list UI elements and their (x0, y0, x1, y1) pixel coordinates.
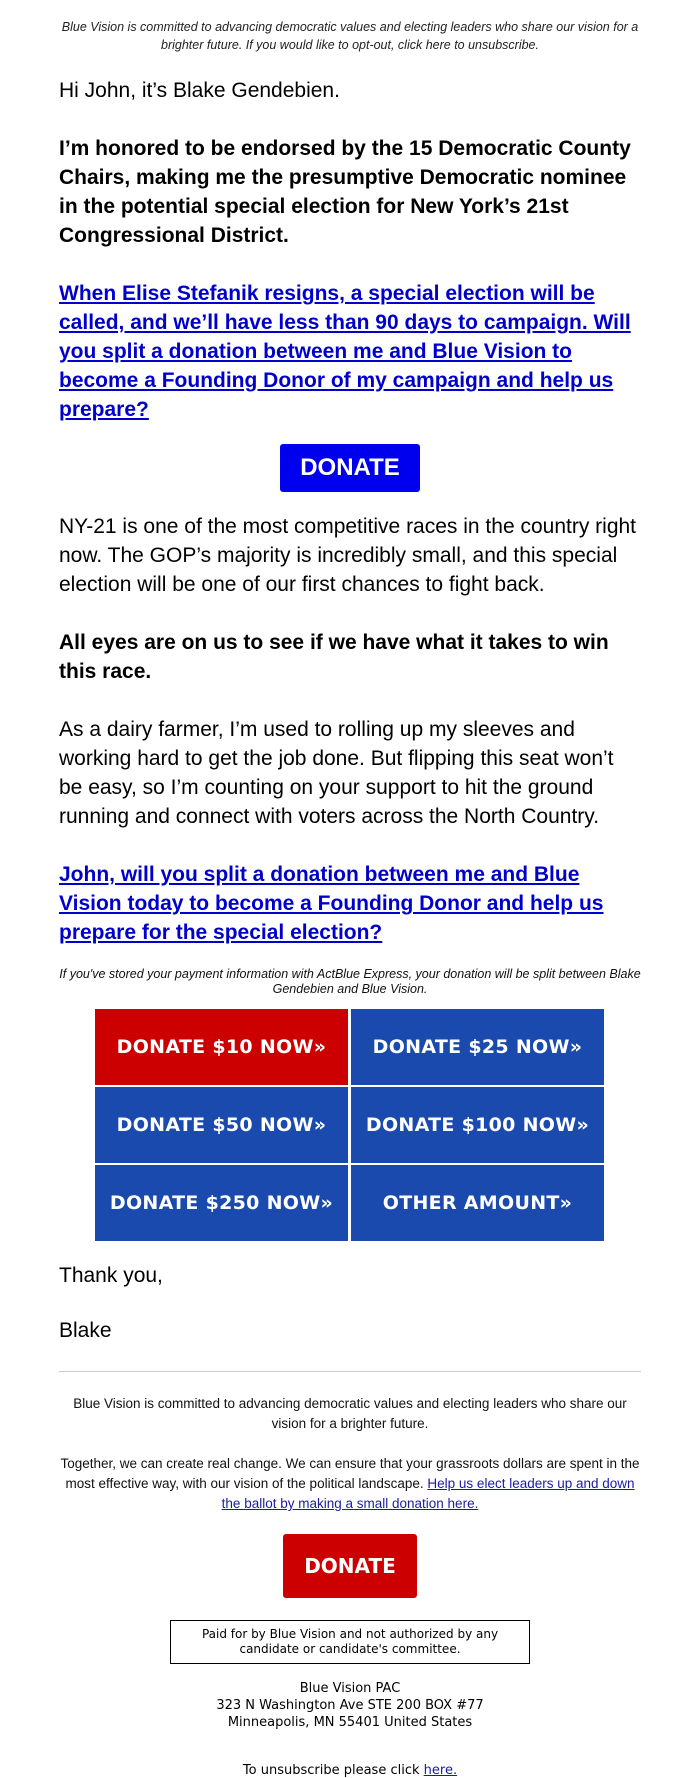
donate-10-button[interactable]: DONATE $10 NOW» (95, 1009, 348, 1085)
cta-link-founding-donor[interactable]: John, will you split a donation between me and Blue Vision today to become a Founding Donor and help us prepare for the special election? (59, 863, 604, 944)
preheader-text: Blue Vision is committed to advancing democratic values and electing leaders who share our vision for a brighter future. If you would like to opt-out, click here to unsubscribe. (61, 20, 639, 52)
address-line-street: 323 N Washington Ave STE 200 BOX #77 (216, 1698, 484, 1713)
footer-donate-wrap (59, 1534, 641, 1598)
dairy-farmer-paragraph: As a dairy farmer, I’m used to rolling up my sleeves and working hard to get the job done. But flipping this seat won’t be easy, so I’m counting on your support to hit the ground running and connect with voters across the North Country. (59, 718, 614, 828)
donation-amount-grid (95, 1009, 605, 1241)
address-line-org: Blue Vision PAC (299, 1681, 401, 1696)
footer-donate-button[interactable]: DONATE (283, 1534, 417, 1598)
all-eyes-paragraph: All eyes are on us to see if we have what it takes to win this race. (59, 631, 609, 683)
cta-link-split-donation[interactable]: When Elise Stefanik resigns, a special election will be called, and we’ll have less than 90 days to campaign. Will you split a donation between me and Blue Vision to become a Founding Donor of my campaign and help us prepare? (59, 282, 631, 421)
mailing-address (59, 1680, 641, 1731)
donate-50-button[interactable]: DONATE $50 NOW» (95, 1087, 348, 1163)
footer-mission: Blue Vision is committed to advancing democratic values and electing leaders who share our vision for a brighter future. (73, 1396, 627, 1431)
footer-together-text: Together, we can create real change. We can ensure that your grassroots dollars are spent in the most effective way, with our vision of the political landscape. (60, 1456, 640, 1491)
donate-250-button[interactable]: DONATE $250 NOW» (95, 1165, 348, 1241)
email-body (59, 0, 641, 1778)
unsubscribe-link[interactable]: here. (423, 1763, 458, 1778)
address-line-city: Minneapolis, MN 55401 United States (227, 1715, 473, 1730)
greeting: Hi John, it’s Blake Gendebien. (59, 79, 340, 102)
footer-divider (59, 1371, 641, 1372)
donate-button[interactable]: DONATE (280, 444, 420, 492)
donate-25-button[interactable]: DONATE $25 NOW» (351, 1009, 604, 1085)
footer-together (59, 1454, 641, 1514)
thanks-line: Thank you, (59, 1264, 163, 1287)
competitive-paragraph: NY-21 is one of the most competitive races in the country right now. The GOP’s majority is incredibly small, and this special election will be one of our first chances to fight back. (59, 515, 637, 596)
donate-100-button[interactable]: DONATE $100 NOW» (351, 1087, 604, 1163)
unsubscribe-line (59, 1763, 641, 1778)
actblue-express-note: If you've stored your payment information with ActBlue Express, your donation will be split between Blake Gendebien and Blue Vision. (59, 967, 641, 996)
paid-for-disclaimer: Paid for by Blue Vision and not authorized by any candidate or candidate's committee. (170, 1620, 530, 1664)
unsubscribe-text: To unsubscribe please click (242, 1763, 420, 1778)
donate-main-wrap (59, 444, 641, 492)
endorsement-paragraph: I’m honored to be endorsed by the 15 Democratic County Chairs, making me the presumptive Democratic nominee in the potential special election for New York’s 21st Congressional District. (59, 137, 631, 247)
other-amount-button[interactable]: OTHER AMOUNT» (351, 1165, 604, 1241)
footer-donation-link[interactable]: Help us elect leaders up and down the ballot by making a small donation here. (221, 1476, 635, 1511)
signature: Blake (59, 1319, 112, 1342)
